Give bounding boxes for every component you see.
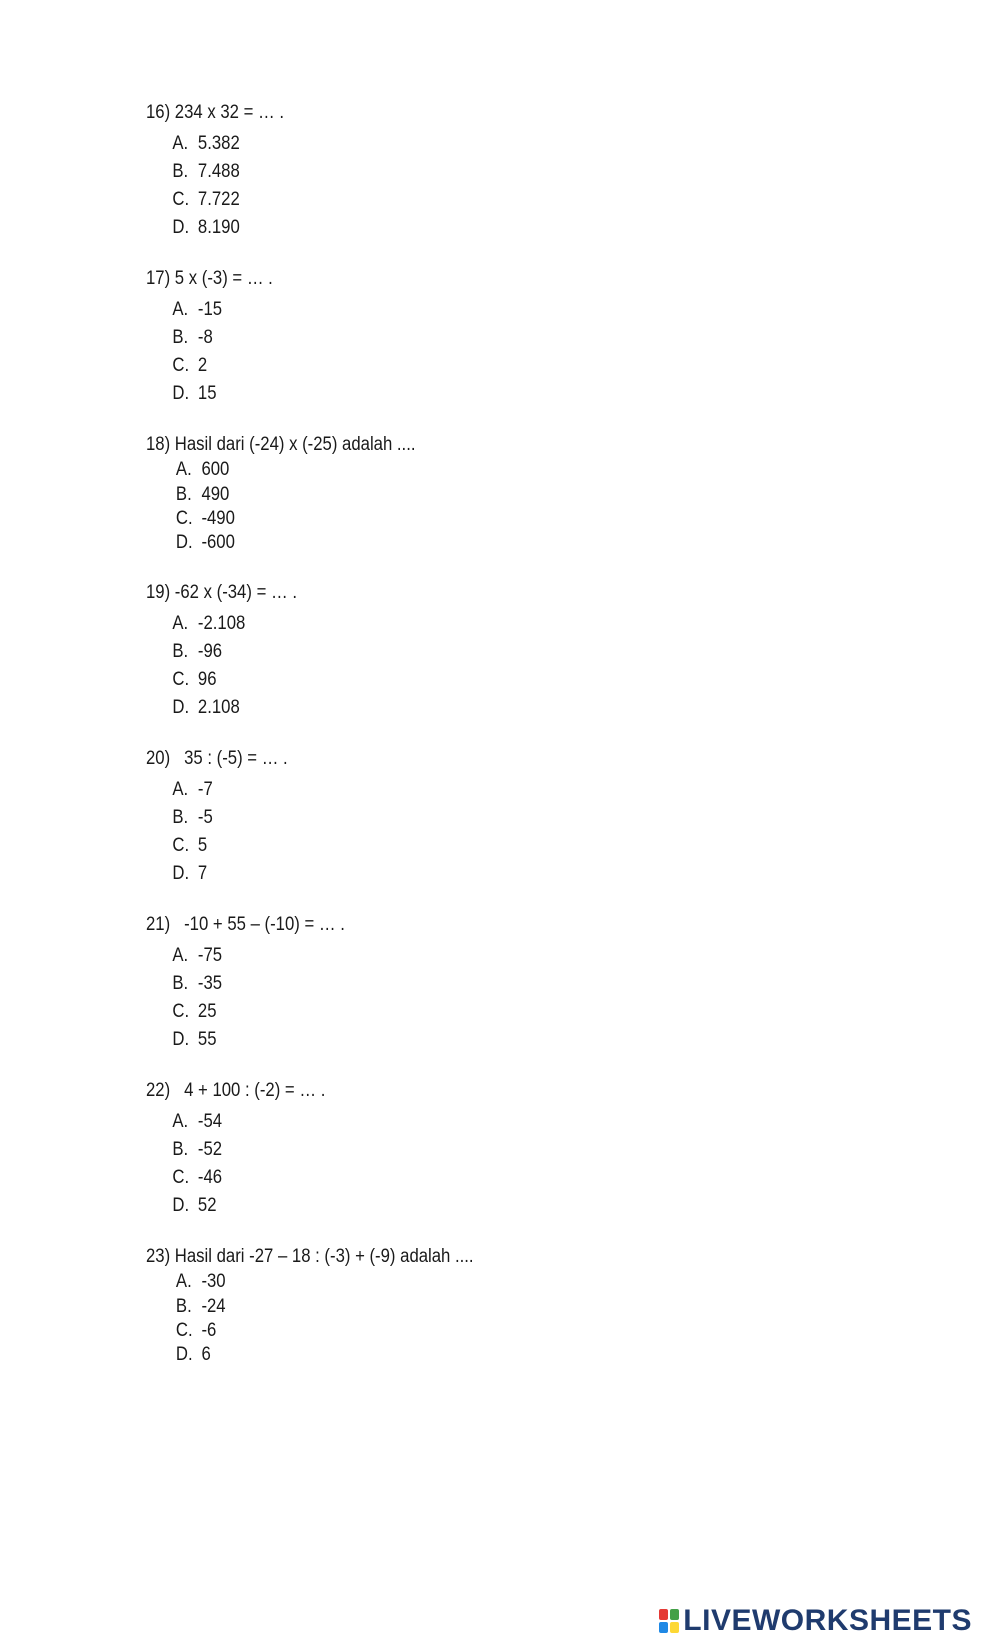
option-letter: C. <box>172 669 190 690</box>
option-letter: B. <box>172 973 189 994</box>
question-17 <box>146 268 846 408</box>
option-letter: D. <box>172 383 190 404</box>
logo-square-red <box>659 1609 668 1620</box>
option-letter: B. <box>172 1139 189 1160</box>
option-value: 15 <box>197 383 217 404</box>
option-a[interactable] <box>146 1270 762 1294</box>
option-letter: A. <box>175 459 192 481</box>
option-value: -5 <box>197 807 213 828</box>
option-letter: D. <box>172 217 190 238</box>
logo-square-yellow <box>670 1622 679 1633</box>
option-d[interactable] <box>146 380 762 408</box>
option-value: 52 <box>197 1195 217 1216</box>
question-text: 16) 234 x 32 = … . <box>146 102 285 123</box>
question-23 <box>146 1246 846 1368</box>
option-b[interactable] <box>146 804 762 832</box>
option-b[interactable] <box>146 1136 762 1164</box>
option-letter: C. <box>172 1001 190 1022</box>
option-value: -490 <box>201 507 235 529</box>
option-d[interactable] <box>146 860 762 888</box>
option-value: -15 <box>197 299 223 320</box>
option-d[interactable] <box>146 531 762 555</box>
option-letter: A. <box>172 945 189 966</box>
option-c[interactable] <box>146 666 762 694</box>
question-text: 17) 5 x (-3) = … . <box>146 268 273 289</box>
option-a[interactable] <box>146 942 762 970</box>
question-text: 23) Hasil dari -27 – 18 : (-3) + (-9) adalah .... <box>146 1246 474 1267</box>
option-letter: D. <box>172 863 190 884</box>
option-value: 600 <box>201 459 230 481</box>
option-value: 96 <box>197 669 217 690</box>
option-letter: C. <box>172 355 190 376</box>
option-letter: B. <box>172 327 189 348</box>
option-letter: C. <box>172 1167 190 1188</box>
option-d[interactable] <box>146 214 762 242</box>
option-a[interactable] <box>146 296 762 324</box>
option-b[interactable] <box>146 638 762 666</box>
option-letter: B. <box>175 483 192 505</box>
option-letter: C. <box>175 507 193 529</box>
option-d[interactable] <box>146 1343 762 1367</box>
option-d[interactable] <box>146 1192 762 1220</box>
option-letter: D. <box>175 532 193 554</box>
option-value: 7 <box>197 863 208 884</box>
question-19 <box>146 582 846 722</box>
option-b[interactable] <box>146 324 762 352</box>
option-letter: A. <box>172 299 189 320</box>
question-20 <box>146 748 846 888</box>
option-value: -96 <box>197 641 223 662</box>
option-value: -35 <box>197 973 223 994</box>
option-a[interactable] <box>146 130 762 158</box>
option-value: 55 <box>197 1029 217 1050</box>
option-a[interactable] <box>146 458 762 482</box>
option-value: -7 <box>197 779 213 800</box>
option-letter: A. <box>172 779 189 800</box>
option-letter: C. <box>172 835 190 856</box>
option-value: 2.108 <box>197 697 240 718</box>
question-text: 18) Hasil dari (-24) x (-25) adalah .... <box>146 434 416 455</box>
option-d[interactable] <box>146 1026 762 1054</box>
option-letter: B. <box>172 641 189 662</box>
option-letter: D. <box>172 1029 190 1050</box>
option-letter: D. <box>175 1344 193 1366</box>
option-value: -54 <box>197 1111 223 1132</box>
option-letter: C. <box>175 1319 193 1341</box>
question-text: 19) -62 x (-34) = … . <box>146 582 298 603</box>
liveworksheets-brand: LIVEWORKSHEETS <box>683 1604 972 1637</box>
option-value: 490 <box>201 483 230 505</box>
option-value: -8 <box>197 327 213 348</box>
logo-square-green <box>670 1609 679 1620</box>
option-letter: B. <box>172 161 189 182</box>
option-value: 7.722 <box>197 189 240 210</box>
option-c[interactable] <box>146 1164 762 1192</box>
option-a[interactable] <box>146 610 762 638</box>
option-d[interactable] <box>146 694 762 722</box>
option-letter: B. <box>172 807 189 828</box>
option-value: 8.190 <box>197 217 240 238</box>
option-letter: A. <box>175 1271 192 1293</box>
option-value: 7.488 <box>197 161 240 182</box>
option-letter: C. <box>172 189 190 210</box>
option-value: -75 <box>197 945 223 966</box>
option-b[interactable] <box>146 1294 762 1318</box>
liveworksheets-logo-icon <box>659 1609 679 1633</box>
option-letter: D. <box>172 697 190 718</box>
question-16 <box>146 102 846 242</box>
liveworksheets-logo[interactable] <box>659 1605 972 1637</box>
option-a[interactable] <box>146 776 762 804</box>
option-value: -30 <box>201 1271 226 1293</box>
option-value: 5 <box>197 835 208 856</box>
option-value: -6 <box>201 1319 217 1341</box>
option-c[interactable] <box>146 352 762 380</box>
option-c[interactable] <box>146 1319 762 1343</box>
option-c[interactable] <box>146 998 762 1026</box>
option-c[interactable] <box>146 507 762 531</box>
option-value: -46 <box>197 1167 223 1188</box>
question-22 <box>146 1080 846 1220</box>
option-b[interactable] <box>146 482 762 506</box>
option-value: 5.382 <box>197 133 240 154</box>
option-c[interactable] <box>146 186 762 214</box>
option-value: -600 <box>201 532 235 554</box>
logo-square-blue <box>659 1622 668 1633</box>
option-c[interactable] <box>146 832 762 860</box>
question-21 <box>146 914 846 1054</box>
question-text: 22) 4 + 100 : (-2) = … . <box>146 1080 326 1101</box>
question-text: 21) -10 + 55 – (-10) = … . <box>146 914 345 935</box>
question-text: 20) 35 : (-5) = … . <box>146 748 288 769</box>
option-letter: A. <box>172 613 189 634</box>
option-a[interactable] <box>146 1108 762 1136</box>
option-value: 6 <box>201 1344 211 1366</box>
option-letter: D. <box>172 1195 190 1216</box>
option-value: -52 <box>197 1139 223 1160</box>
option-letter: A. <box>172 1111 189 1132</box>
question-18 <box>146 434 846 556</box>
option-b[interactable] <box>146 158 762 186</box>
option-value: -2.108 <box>197 613 246 634</box>
option-letter: B. <box>175 1295 192 1317</box>
option-value: -24 <box>201 1295 226 1317</box>
option-value: 2 <box>197 355 208 376</box>
option-value: 25 <box>197 1001 217 1022</box>
option-letter: A. <box>172 133 189 154</box>
option-b[interactable] <box>146 970 762 998</box>
